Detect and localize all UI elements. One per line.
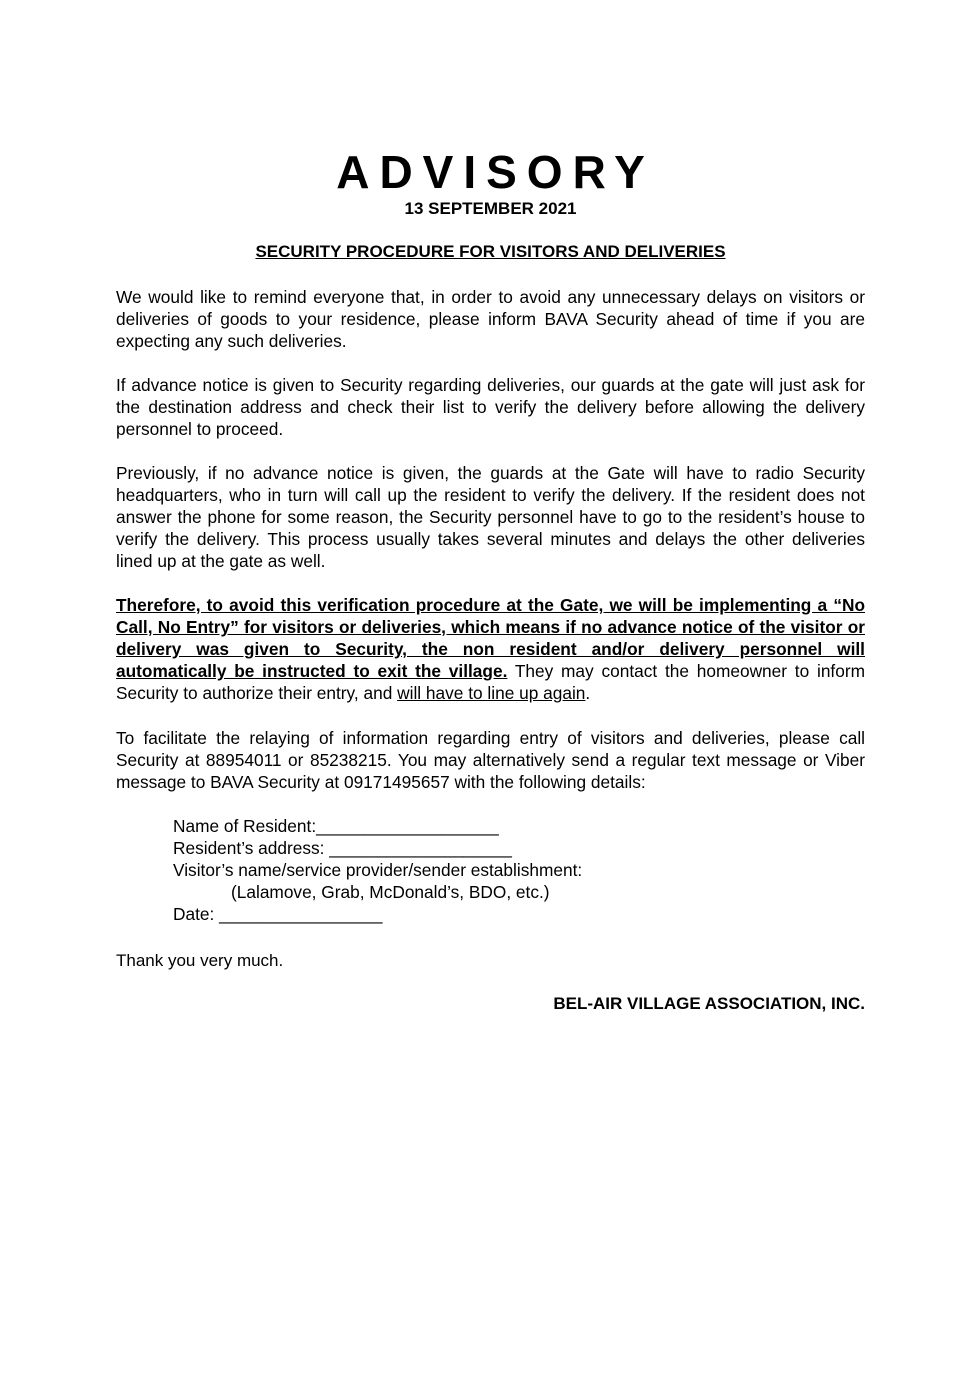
- paragraph-previous-procedure: Previously, if no advance notice is given, the guards at the Gate will have to radio Security headquarters, who in turn will call up the resident to verify the delivery. If the resident does not answer the phone for some reason, the Security personnel have to go to the resident’s house to verify the delivery. This process usually takes several minutes and delays the other deliveries lined up at the gate as well.: [116, 463, 865, 571]
- document-subject: SECURITY PROCEDURE FOR VISITORS AND DELIVERIES: [255, 242, 726, 261]
- policy-followup-text: They may contact the homeowner to inform Security to authorize their entry, and: [116, 661, 865, 703]
- resident-name-line: Name of Resident:___________________: [173, 816, 499, 836]
- visitor-name-line: Visitor’s name/service provider/sender establishment:: [173, 860, 583, 880]
- thank-you-text: Thank you very much.: [116, 951, 284, 970]
- paragraph-contact-info: To facilitate the relaying of information regarding entry of visitors and deliveries, please call Security at 88954011 or 85238215. You may alternatively send a regular text message or Viber message to BAVA Security at 09171495657 with the following details:: [116, 728, 865, 792]
- policy-end-punctuation: .: [585, 683, 591, 703]
- signature-organization: BEL-AIR VILLAGE ASSOCIATION, INC.: [553, 994, 865, 1013]
- document-title: ADVISORY: [336, 146, 655, 198]
- date-line: Date: _________________: [173, 904, 383, 924]
- document-date: 13 SEPTEMBER 2021: [404, 199, 577, 218]
- visitor-examples-line: (Lalamove, Grab, McDonald’s, BDO, etc.): [231, 882, 550, 902]
- paragraph-reminder: We would like to remind everyone that, in order to avoid any unnecessary delays on visitors or deliveries of goods to your residence, please inform BAVA Security ahead of time if you are expecting any such deliveries.: [116, 287, 865, 351]
- resident-address-line: Resident’s address: ___________________: [173, 838, 512, 858]
- no-call-no-entry-policy: Therefore, to avoid this verification procedure at the Gate, we will be implementing a “No Call, No Entry” for visitors or deliveries, which means if no advance notice of the visitor or delivery was given to Security, the non resident and/or delivery personnel will automatically be instructed to exit the village.: [116, 595, 865, 681]
- paragraph-no-call-no-entry: [116, 594, 865, 704]
- line-up-again-text: will have to line up again: [397, 683, 586, 703]
- details-form: [173, 815, 582, 925]
- paragraph-advance-notice: If advance notice is given to Security regarding deliveries, our guards at the gate will just ask for the destination address and check their list to verify the delivery before allowing the delivery personnel to proceed.: [116, 375, 865, 439]
